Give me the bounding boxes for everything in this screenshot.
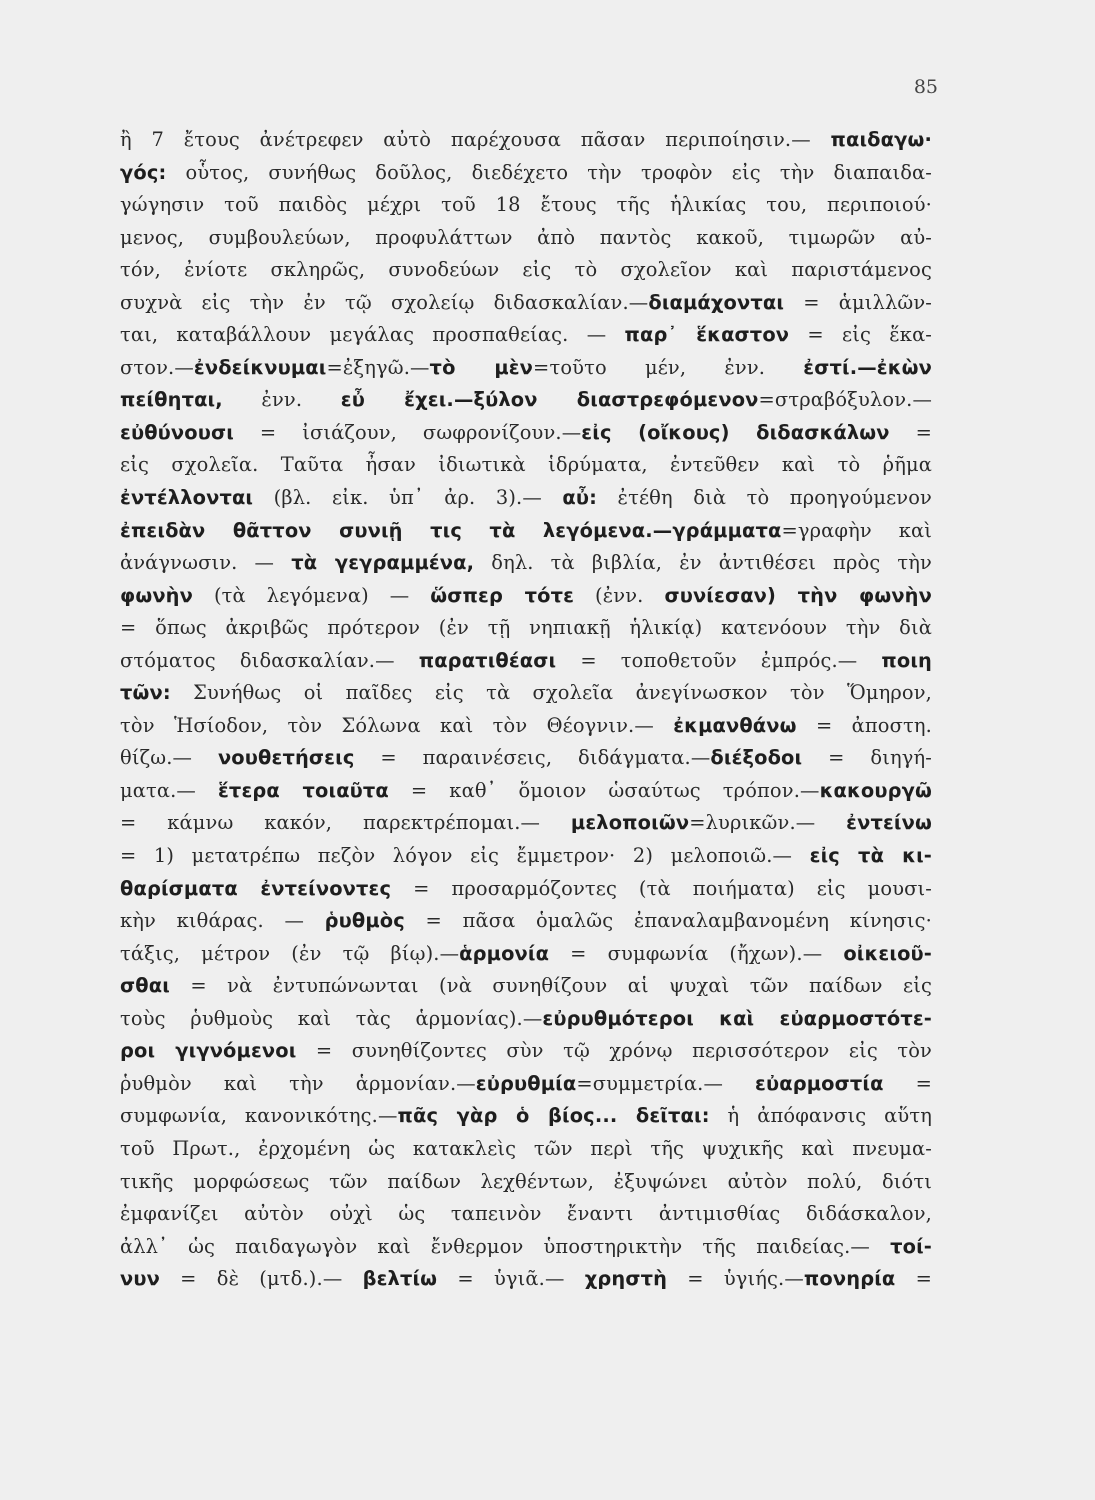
- text-line: [120, 547, 932, 580]
- text-line: [120, 1133, 932, 1166]
- lemma-term: συνίεσαν) τὴν φωνὴν: [664, 583, 932, 607]
- text-line: [120, 742, 932, 775]
- lemma-term: νυν: [120, 1267, 160, 1291]
- lemma-term: βελτίω: [362, 1267, 438, 1291]
- lemma-term: εὐαρμοστία: [755, 1071, 884, 1095]
- gloss-text: γώγησιν τοῦ παιδὸς μέχρι τοῦ 18 ἔτους τῆς ἡλικίας του, περιποιού·: [120, 193, 932, 217]
- lemma-term: ἐπειδὰν θᾶττον συνιῇ τις τὰ λεγόμενα.—γράμματα: [120, 518, 782, 542]
- text-line: [120, 840, 932, 873]
- gloss-text: =: [889, 420, 932, 444]
- gloss-text: Συνήθως οἱ παῖδες εἰς τὰ σχολεῖα ἀνεγίνωσκον τὸν Ὅμηρον,: [170, 681, 932, 705]
- gloss-text: =συμμετρία.—: [576, 1071, 756, 1095]
- text-line: [120, 873, 932, 906]
- gloss-text: = ἁμιλλῶν-: [784, 290, 932, 314]
- lemma-term: τῶν:: [120, 681, 171, 705]
- gloss-text: =τοῦτο μέν, ἐνν.: [533, 355, 804, 379]
- text-line: [120, 645, 932, 678]
- lemma-term: ἐντείνω: [846, 811, 932, 835]
- gloss-text: = κάμνω κακόν, παρεκτρέπομαι.—: [120, 811, 571, 835]
- lemma-term: αὖ:: [562, 486, 598, 510]
- gloss-text: = ὑγιᾶ.—: [437, 1267, 585, 1291]
- lemma-term: πᾶς γὰρ ὁ βίος... δεῖται:: [397, 1104, 710, 1128]
- lemma-term: πείθηται,: [120, 388, 223, 412]
- commentary-text: [120, 124, 932, 1296]
- text-line: [120, 1263, 932, 1296]
- text-line: [120, 970, 932, 1003]
- lemma-term: ποιη: [881, 648, 932, 672]
- gloss-text: = προσαρμόζοντες (τὰ ποιήματα) εἰς μουσι-: [391, 876, 932, 900]
- lemma-term: ἐνδείκνυμαι: [193, 355, 327, 379]
- gloss-text: =: [883, 1071, 932, 1095]
- gloss-text: ἀνάγνωσιν. —: [120, 551, 292, 575]
- gloss-text: συχνὰ εἰς τὴν ἐν τῷ σχολείῳ διδασκαλίαν.—: [120, 290, 649, 314]
- gloss-text: = εἰς ἕκα-: [789, 323, 932, 347]
- lemma-term: ἁρμονία: [459, 941, 550, 965]
- gloss-text: = παραινέσεις, διδάγματα.—: [354, 746, 711, 770]
- gloss-text: = καθ᾽ ὅμοιον ὡσαύτως τρόπον.—: [388, 778, 820, 802]
- text-line: [120, 1198, 932, 1231]
- gloss-text: = ὑγιής.—: [667, 1267, 804, 1291]
- text-line: [120, 1003, 932, 1036]
- lemma-term: εὐρυθμία: [475, 1071, 577, 1095]
- gloss-text: τοῦ Πρωτ., ἐρχομένη ὡς κατακλεὶς τῶν περὶ τῆς ψυχικῆς καὶ πνευμα-: [120, 1136, 932, 1160]
- lemma-term: τὸ μὲν: [429, 355, 534, 379]
- gloss-text: = δὲ (μτδ.).—: [159, 1267, 363, 1291]
- gloss-text: τικῆς μορφώσεως τῶν παίδων λεχθέντων, ἐξυψώνει αὐτὸν πολύ, διότι: [120, 1169, 932, 1193]
- lemma-term: παρατιθέασι: [418, 648, 557, 672]
- lemma-term: κακουργῶ: [819, 778, 932, 802]
- text-line: [120, 1035, 932, 1068]
- gloss-text: =γραφὴν καὶ: [781, 518, 932, 542]
- text-line: [120, 352, 932, 385]
- gloss-text: =: [895, 1267, 932, 1291]
- lemma-term: τοί-: [890, 1234, 932, 1258]
- gloss-text: ματα.—: [120, 778, 218, 802]
- lemma-term: ἐστί.—ἐκὼν: [803, 355, 932, 379]
- text-line: [120, 1231, 932, 1264]
- gloss-text: οὗτος, συνήθως δοῦλος, διεδέχετο τὴν τροφὸν εἰς τὴν διαπαιδα-: [166, 160, 932, 184]
- gloss-text: συμφωνία, κανονικότης.—: [120, 1104, 398, 1128]
- gloss-text: τὸν Ἡσίοδον, τὸν Σόλωνα καὶ τὸν Θέογνιν.—: [120, 713, 674, 737]
- text-line: [120, 1166, 932, 1199]
- lemma-term: εὐρυθμότεροι καὶ εὐαρμοστότε-: [542, 1006, 932, 1030]
- text-line: [120, 287, 932, 320]
- lemma-term: παρ᾽ ἕκαστον: [624, 323, 790, 347]
- gloss-text: τάξις, μέτρον (ἐν τῷ βίῳ).—: [120, 941, 460, 965]
- gloss-text: ἀλλ᾽ ὡς παιδαγωγὸν καὶ ἔνθερμον ὑποστηρικτὴν τῆς παιδείας.—: [120, 1234, 891, 1258]
- lemma-term: ἐκμανθάνω: [673, 713, 797, 737]
- gloss-text: ἐνν.: [222, 388, 341, 412]
- lemma-term: εὖ ἔχει.—ξύλον διαστρεφόμενον: [340, 388, 759, 412]
- gloss-text: τόν, ἐνίοτε σκληρῶς, συνοδεύων εἰς τὸ σχολεῖον καὶ παριστάμενος: [120, 258, 932, 282]
- gloss-text: =λυρικῶν.—: [689, 811, 847, 835]
- gloss-text: = νὰ ἐντυπώνωνται (νὰ συνηθίζουν αἱ ψυχαὶ τῶν παίδων εἰς: [169, 974, 932, 998]
- gloss-text: = ἀποστη.: [796, 713, 932, 737]
- gloss-text: = συνηθίζοντες σὺν τῷ χρόνῳ περισσότερον εἰς τὸν: [296, 1039, 932, 1063]
- text-line: [120, 417, 932, 450]
- gloss-text: = 1) μετατρέπω πεζὸν λόγον εἰς ἔμμετρον· 2) μελοποιῶ.—: [120, 844, 810, 868]
- text-line: [120, 1100, 932, 1133]
- text-line: [120, 710, 932, 743]
- lemma-term: γός:: [120, 160, 167, 184]
- gloss-text: μενος, συμβουλεύων, προφυλάττων ἀπὸ παντὸς κακοῦ, τιμωρῶν αὐ-: [120, 225, 932, 249]
- gloss-text: κὴν κιθάρας. —: [120, 909, 325, 933]
- gloss-text: = ὅπως ἀκριβῶς πρότερον (ἐν τῇ νηπιακῇ ἡλικίᾳ) κατενόουν τὴν διὰ: [120, 616, 932, 640]
- gloss-text: τοὺς ῥυθμοὺς καὶ τὰς ἁρμονίας).—: [120, 1006, 543, 1030]
- lemma-term: παιδαγω·: [830, 128, 932, 151]
- lemma-term: τὰ γεγραμμένα,: [291, 551, 475, 575]
- lemma-term: νουθετήσεις: [217, 746, 355, 770]
- text-line: [120, 449, 932, 482]
- gloss-text: (βλ. εἰκ. ὑπ᾽ ἀρ. 3).—: [253, 486, 563, 510]
- lemma-term: διέξοδοι: [710, 746, 803, 770]
- gloss-text: δηλ. τὰ βιβλία, ἐν ἀντιθέσει πρὸς τὴν: [474, 551, 932, 575]
- lemma-term: ῥυθμὸς: [324, 909, 405, 933]
- lemma-term: ἕτερα τοιαῦτα: [217, 778, 389, 802]
- lemma-term: φωνὴν: [120, 583, 193, 607]
- gloss-text: ῥυθμὸν καὶ τὴν ἁρμονίαν.—: [120, 1071, 476, 1095]
- text-line: [120, 775, 932, 808]
- lemma-term: χρηστὴ: [584, 1267, 668, 1291]
- lemma-term: οἰκειοῦ-: [843, 941, 932, 965]
- text-line: [120, 384, 932, 417]
- text-line: [120, 482, 932, 515]
- gloss-text: = διηγή-: [802, 746, 932, 770]
- lemma-term: ὥσπερ τότε: [430, 583, 575, 607]
- gloss-text: = συμφωνία (ἤχων).—: [549, 941, 844, 965]
- gloss-text: = ἰσιάζουν, σωφρονίζουν.—: [233, 420, 582, 444]
- gloss-text: ται, καταβάλλουν μεγάλας προσπαθείας. —: [120, 323, 625, 347]
- page-number: 85: [913, 76, 938, 98]
- text-line: [120, 580, 932, 613]
- gloss-text: ἡ ἀπόφανσις αὕτη: [709, 1104, 932, 1128]
- lemma-term: διαμάχονται: [648, 290, 785, 314]
- gloss-text: ἐμφανίζει αὐτὸν οὐχὶ ὡς ταπεινὸν ἔναντι ἀντιμισθίας διδάσκαλον,: [120, 1202, 932, 1226]
- gloss-text: =ἐξηγῶ.—: [326, 355, 430, 379]
- lemma-term: εἰς (οἴκους) διδασκάλων: [581, 420, 890, 444]
- gloss-text: στον.—: [120, 355, 194, 379]
- text-line: [120, 157, 932, 190]
- gloss-text: ἢ 7 ἔτους ἀνέτρεφεν αὐτὸ παρέχουσα πᾶσαν περιποίησιν.—: [120, 128, 831, 151]
- gloss-text: = πᾶσα ὁμαλῶς ἐπαναλαμβανομένη κίνησις·: [404, 909, 932, 933]
- lemma-term: πονηρία: [803, 1267, 896, 1291]
- lemma-term: θαρίσματα ἐντείνοντες: [120, 876, 392, 900]
- gloss-text: =στραβόξυλον.—: [758, 388, 932, 412]
- lemma-term: ροι γιγνόμενοι: [120, 1039, 297, 1063]
- gloss-text: στόματος διδασκαλίαν.—: [120, 648, 419, 672]
- gloss-text: = τοποθετοῦν ἐμπρός.—: [556, 648, 882, 672]
- lemma-term: εὐθύνουσι: [120, 420, 234, 444]
- text-line: [120, 124, 932, 157]
- text-line: [120, 938, 932, 971]
- lemma-term: σθαι: [120, 974, 170, 998]
- gloss-text: (ἐνν.: [574, 583, 665, 607]
- gloss-text: εἰς σχολεῖα. Ταῦτα ἦσαν ἰδιωτικὰ ἱδρύματα, ἐντεῦθεν καὶ τὸ ῥῆμα: [120, 453, 932, 477]
- gloss-text: ἐτέθη διὰ τὸ προηγούμενον: [597, 486, 932, 510]
- lemma-term: μελοποιῶν: [570, 811, 690, 835]
- text-line: [120, 612, 932, 645]
- text-line: [120, 677, 932, 710]
- text-line: [120, 905, 932, 938]
- text-line: [120, 222, 932, 255]
- gloss-text: (τὰ λεγόμενα) —: [193, 583, 431, 607]
- text-line: [120, 254, 932, 287]
- text-line: [120, 515, 932, 548]
- text-line: [120, 189, 932, 222]
- lemma-term: εἰς τὰ κι-: [809, 844, 932, 868]
- text-line: [120, 807, 932, 840]
- text-line: [120, 1068, 932, 1101]
- gloss-text: θίζω.—: [120, 746, 218, 770]
- text-line: [120, 319, 932, 352]
- lemma-term: ἐντέλλονται: [120, 486, 254, 510]
